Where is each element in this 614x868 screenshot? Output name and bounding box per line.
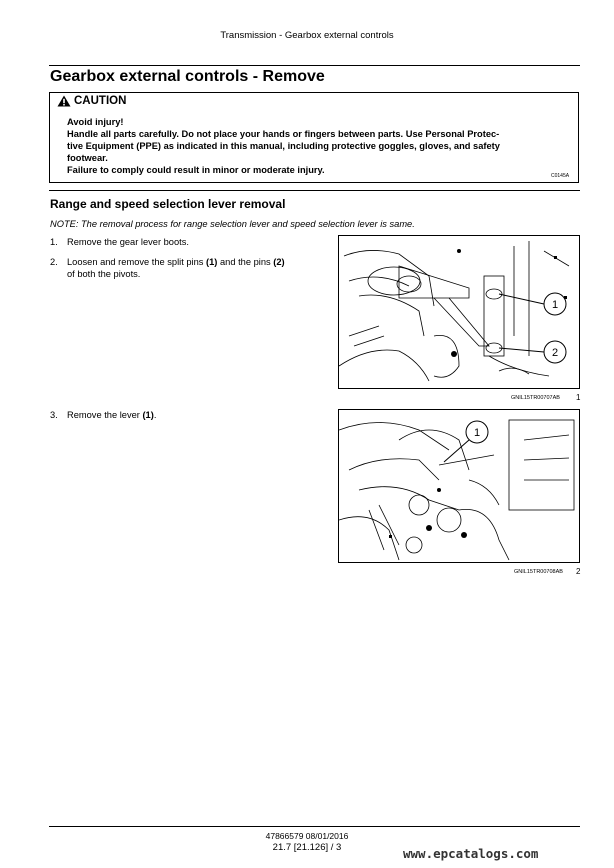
gearbox-pivot-illustration [339,236,579,388]
figure-1-image [338,235,580,389]
caution-line: Handle all parts carefully. Do not place your hands or fingers between parts. Use Personal Protec- [67,129,500,139]
step-1 [50,236,189,248]
section-title: Range and speed selection lever removal [50,197,286,211]
callout-ref: (2) [273,257,285,267]
caution-line: Avoid injury! [67,117,124,127]
callout-1: 1 [473,427,481,439]
callout-ref: (1) [206,257,218,267]
figure-2-code: GNIL15TR00708AB [514,569,563,575]
caution-body [67,116,564,176]
caution-line: footwear. [67,153,108,163]
gear-lever-illustration [339,410,579,562]
step-text: and the pins [217,257,274,267]
watermark: www.epcatalogs.com [403,846,539,861]
caution-line: tive Equipment (PPE) as indicated in this manual, including protective goggles, gloves, and safety [67,141,500,151]
callout-ref: (1) [142,410,154,420]
step-number: 1. [50,237,58,247]
step-text: of both the pivots. [67,269,141,279]
step-3 [50,409,156,421]
caution-code: C0145A [551,173,570,179]
caution-label: CAUTION [74,95,127,107]
callout-1: 1 [551,299,559,311]
title-rule [49,65,580,66]
callout-2: 2 [551,347,559,359]
step-number: 3. [50,410,58,420]
page-title: Gearbox external controls - Remove [50,68,325,85]
figure-2-number: 2 [576,567,581,576]
figure-1-code: GNIL15TR00707AB [511,395,560,401]
step-text: . [153,410,157,420]
footer-doc-id: 47866579 08/01/2016 [265,831,349,841]
running-header: Transmission - Gearbox external controls [220,30,394,41]
step-text: Loosen and remove the split pins [67,257,207,267]
warning-triangle-icon [57,95,71,107]
step-text: Remove the lever [67,410,143,420]
figure-1-number: 1 [576,393,581,402]
caution-line: Failure to comply could result in minor or moderate injury. [67,165,325,175]
step-text: Remove the gear lever boots. [67,237,189,247]
figure-2-image [338,409,580,563]
caution-header [57,95,126,107]
step-number: 2. [50,257,58,267]
note: NOTE: The removal process for range selection lever and speed selection lever is same. [50,219,415,229]
footer-rule [49,826,580,827]
footer-page-ref: 21.7 [21.126] / 3 [272,842,342,853]
section-rule [49,190,580,191]
step-2 [50,256,285,280]
